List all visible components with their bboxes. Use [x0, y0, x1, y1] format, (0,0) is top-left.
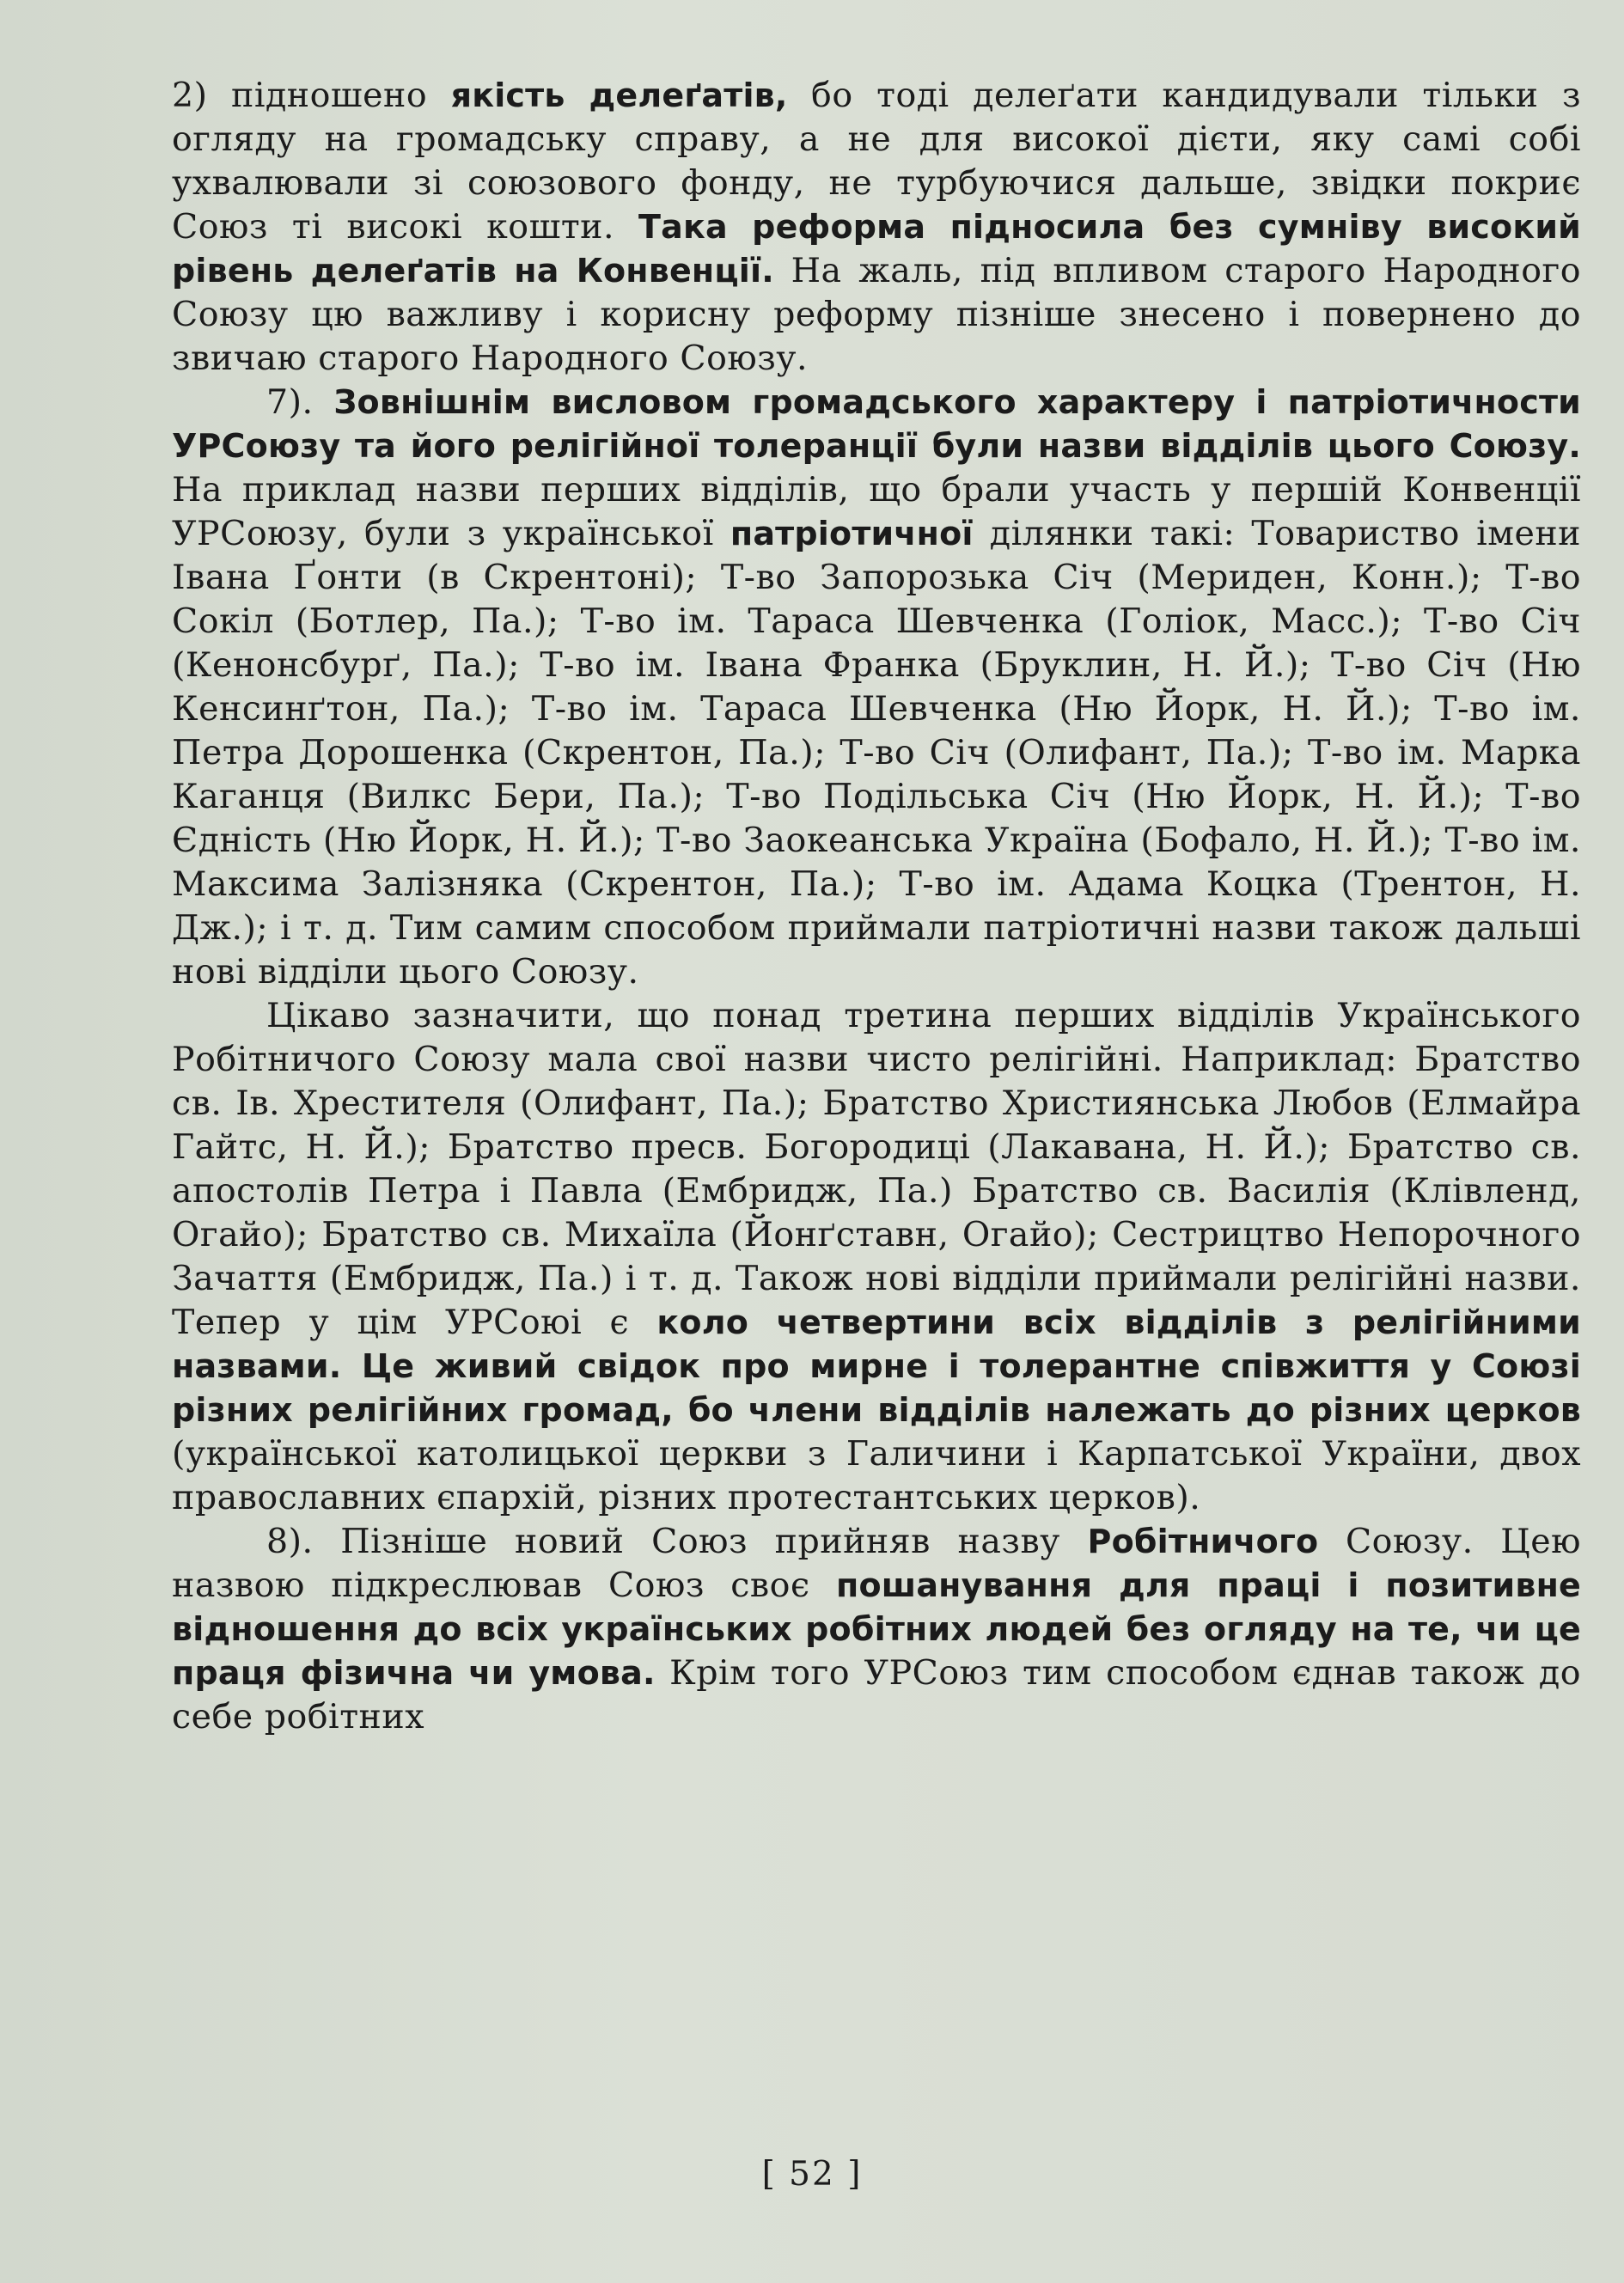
bold-text-run: якість делеґатів,: [450, 76, 788, 114]
text-run: 2) підношено: [172, 76, 451, 115]
paragraph-item-7: [172, 381, 1581, 994]
bold-text-run: патріотичної: [730, 515, 974, 552]
text-run: Цікаво зазначити, що понад третина перших відділів Українського Робітничого Союзу мала свої назви чисто релігійні. Наприклад: Братство св. Ів. Хрестителя (Олифант, Па.); Братство Християнська Любов (Елмайра Гайтс, Н. Й.); Братство пресв. Богородиці (Лакавана, Н. Й.); Братство св. апостолів Петра і Павла (Ембридж, Па.) Братство св. Василія (Клівленд, Огайо); Братство св. Михаїла (Йонґставн, Огайо); Сестрицтво Непорочного Зачаття (Ембридж, Па.) і т. д. Також нові відділи приймали релігійні назви. Тепер у цім УРСоюі є: [172, 996, 1581, 1342]
bold-text-run: коло четвертини всіх відділів з релігійними назвами. Це живий свідок про мирне і толерантне співжиття у Союзі різних релігійних громад, бо члени відділів належать до різних церков: [172, 1303, 1582, 1429]
text-run: На жаль, під впливом старого Народного Союзу цю важливу і корисну реформу пізніше знесено і повернено до звичаю старого Народного Союзу.: [172, 251, 1581, 378]
text-run: 7).: [266, 382, 334, 422]
bold-text-run: Робітничого: [1087, 1523, 1319, 1560]
text-run: бо тоді делеґати кандидували тільки з огляду на громадську справу, а не для високої дієти, яку самі собі ухвалювали зі союзового фонду, не турбуючися дальше, звідки покриє Союз ті високі кошти.: [172, 76, 1582, 247]
text-run: На приклад назви перших відділів, що брали участь у першій Конвенції УРСоюзу, були з української: [172, 470, 1581, 553]
text-run: Союзу. Цею назвою підкреслював Союз своє: [172, 1522, 1581, 1605]
text-run: 8). Пізніше новий Союз прийняв назву: [266, 1522, 1088, 1561]
paragraph-religious-names: [172, 994, 1581, 1520]
text-run: ділянки такі: Товариство імени Івана Ґонти (в Скрентоні); Т-во Запорозька Січ (Мериден, Конн.); Т-во Сокіл (Ботлер, Па.); Т-во ім. Тараса Шевченка (Голіок, Масс.); Т-во Січ (Кенонсбурґ, Па.); Т-во ім. Івана Франка (Бруклин, Н. Й.); Т-во Січ (Ню Кенсинґтон, Па.); Т-во ім. Тараса Шевченка (Ню Йорк, Н. Й.); Т-во ім. Петра Дорошенка (Скрентон, Па.); Т-во Січ (Олифант, Па.); Т-во ім. Марка Каганця (Вилкс Бери, Па.); Т-во Подільська Січ (Ню Йорк, Н. Й.); Т-во Єдність (Ню Йорк, Н. Й.); Т-во Заокеанська Україна (Бофало, Н. Й.); Т-во ім. Максима Залізняка (Скрентон, Па.); Т-во ім. Адама Коцка (Трентон, Н. Дж.); і т. д. Тим самим способом приймали патріотичні назви також дальші нові відділи цього Союзу.: [172, 514, 1581, 992]
page-number: [ 52 ]: [761, 2155, 863, 2194]
paragraph-item-8: [172, 1520, 1581, 1739]
bold-text-run: Зовнішнім висловом громадського характеру і патріотичности УРСоюзу та його релігійної толеранції були назви відділів цього Союзу.: [172, 383, 1581, 465]
text-run: Крім того УРСоюз тим способом єднав також до себе робітних: [172, 1653, 1581, 1737]
bold-text-run: пошанування для праці і позитивне відношення до всіх українських робітних людей без огляду на те, чи це праця фізична чи умова.: [172, 1566, 1582, 1692]
text-run: (української католицької церкви з Галичини і Карпатської України, двох православних єпархій, різних протестантських церков).: [172, 1434, 1581, 1517]
body-text: [172, 74, 1581, 1739]
bold-text-run: Така реформа підносила без сумніву високий рівень делеґатів на Конвенції.: [172, 208, 1581, 290]
paragraph-item-2: [172, 74, 1581, 381]
